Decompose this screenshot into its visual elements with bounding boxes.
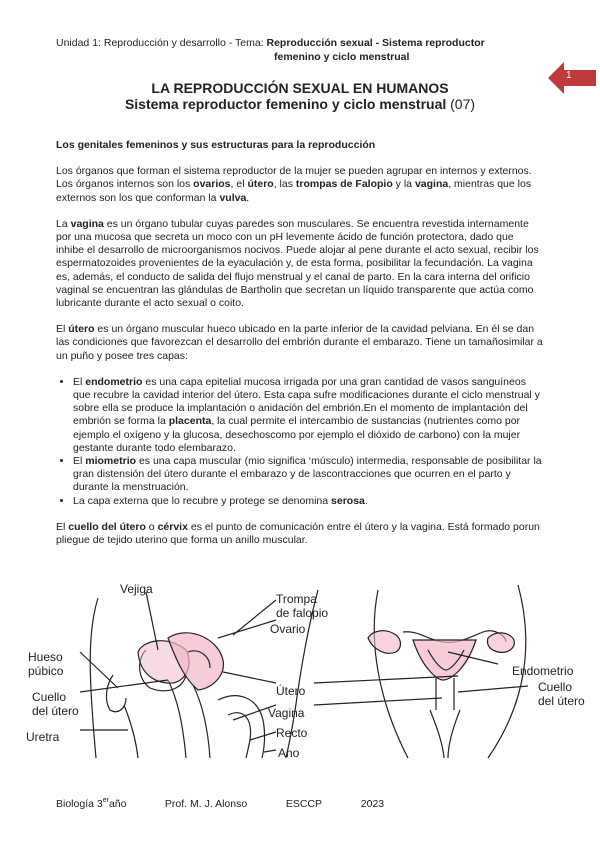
label-utero: Útero bbox=[276, 684, 306, 698]
list-item: • La capa externa que lo recubre y protege se denomina serosa. bbox=[73, 495, 544, 508]
page-footer bbox=[56, 797, 556, 810]
label-cuello-utero-right: Cuello del útero bbox=[538, 680, 585, 708]
label-hueso-pubico: Hueso púbico bbox=[28, 650, 64, 678]
header-topic-line2: femenino y ciclo menstrual bbox=[274, 51, 410, 63]
label-trompa: Trompa de falopio bbox=[276, 592, 329, 620]
list-item: • El miometrio es una capa muscular (mio significa ‘músculo) intermedia, responsable de posibilitar la gran distensión del útero durante el embarazo y de lascontracciones que ocurren en el parto y durante la menstruación. bbox=[73, 455, 544, 495]
header-topic: Reproducción sexual - Sistema reproductor bbox=[266, 37, 485, 49]
paragraph-cervix: El cuello del útero o cérvix es el punto de comunicación entre el útero y la vagina. Está formado porun pliegue de tejido uterino que forma un anillo muscular. bbox=[56, 520, 540, 547]
anatomy-figure bbox=[18, 580, 590, 758]
label-ovario: Ovario bbox=[270, 622, 306, 636]
paragraph-vagina: La vagina es un órgano tubular cuyas paredes son musculares. Se encuentra revestida internamente por una mucosa que secreta un moco con un pH levemente ácido de función protectora, dado que inhibe el desarrollo de microorganismos nocivos. Puede alojar al pene durante el acto sexual, recibir los espermatozoides provenientes de la eyaculación y, de esta forma, posibilitar la fecundación. La vagina es, además, el conducto de salida del flujo menstrual y el canal de parto. En la cara interna del orificio vaginal se encuentran las glándulas de Bartholin que secretan un líquido transparente que actúa como lubricante durante el acto sexual o coito. bbox=[56, 217, 539, 310]
label-cuello-utero-left: Cuello del útero bbox=[32, 690, 79, 718]
footer-school: ESCCP bbox=[285, 797, 323, 810]
label-vejiga: Vejiga bbox=[120, 582, 153, 596]
layers-list bbox=[56, 376, 544, 508]
footer-subject: Biología 3eraño bbox=[56, 797, 127, 810]
list-item: • El endometrio es una capa epitelial mucosa irrigada por una gran cantidad de vasos sanguíneos que recubre la cavidad interior del útero. Esta capa sufre modificaciones durante el ciclo menstrual y sobre ella se produce la implantación o anidación del embrión.En el momento de implantación del embrión se forma la placenta, la cual permite el intercambio de sustancias (nutrientes como por ejemplo el oxígeno y la glucosa, desechoscomo por ejemplo el dióxido de carbono) con la mujer gestante durante todo elembarazo. bbox=[73, 376, 544, 455]
document-body bbox=[56, 139, 544, 560]
label-ano: Ano bbox=[278, 746, 300, 758]
label-uretra: Uretra bbox=[26, 730, 60, 744]
label-recto: Recto bbox=[276, 726, 308, 740]
page-subtitle: Sistema reproductor femenino y ciclo menstrual (07) bbox=[124, 96, 476, 112]
page-title: LA REPRODUCCIÓN SEXUAL EN HUMANOS bbox=[151, 80, 449, 96]
footer-teacher: Prof. M. J. Alonso bbox=[164, 797, 248, 810]
footer-year: 2023 bbox=[360, 797, 385, 810]
paragraph-utero: El útero es un órgano muscular hueco ubicado en la parte inferior de la cavidad pelviana. En él se dan las condiciones que favorezcan el desarrollo del embrión durante el embarazo. Tiene un tamañosimilar a un puño y posee tres capas: bbox=[56, 323, 543, 362]
page-number: 1 bbox=[566, 70, 572, 81]
label-vagina: Vagina bbox=[268, 706, 305, 720]
header-prefix: Unidad 1: Reproducción y desarrollo - Tema: bbox=[56, 37, 267, 49]
page-header bbox=[56, 36, 536, 64]
label-endometrio: Endometrio bbox=[512, 664, 574, 678]
section-heading: Los genitales femeninos y sus estructuras para la reproducción bbox=[56, 139, 376, 151]
paragraph-organs: Los órganos que forman el sistema reproductor de la mujer se pueden agrupar en internos y externos. Los órganos internos son los ovarios, el útero, las trompas de Falopio y la vagina, mientras que los externos son los que conforman la vulva. bbox=[56, 165, 532, 204]
